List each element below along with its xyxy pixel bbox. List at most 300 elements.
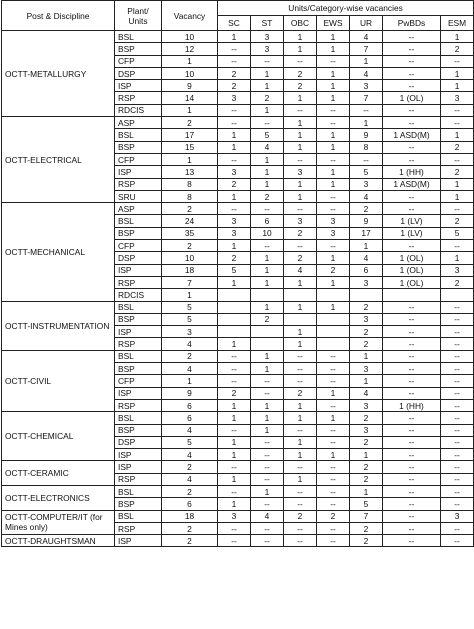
category-cell: 2 [350,473,383,485]
category-cell: 1 [317,449,350,461]
category-cell: 1 [441,178,474,190]
plant-unit-cell: BSP [115,313,162,325]
category-cell: -- [218,117,251,129]
post-discipline-cell: OCTT-CERAMIC [2,461,115,486]
category-cell: 3 [350,424,383,436]
category-cell: 2 [350,412,383,424]
header-esm: ESM [441,16,474,31]
vacancy-cell: 4 [162,363,218,375]
category-cell: -- [383,43,441,55]
plant-unit-cell: DSP [115,67,162,79]
category-cell: 1 [350,350,383,362]
plant-unit-cell: BSP [115,141,162,153]
category-cell: 1 (LV) [383,227,441,239]
category-cell: -- [251,522,284,534]
category-cell: 1 [284,301,317,313]
category-cell: -- [251,498,284,510]
category-cell: 7 [350,510,383,522]
category-cell: 5 [350,498,383,510]
plant-unit-cell: ISP [115,264,162,276]
table-row [2,412,474,424]
vacancy-cell: 4 [162,473,218,485]
plant-unit-cell: BSP [115,227,162,239]
category-cell: 3 [218,215,251,227]
category-cell: 1 [317,412,350,424]
category-cell: 1 (OL) [383,92,441,104]
category-cell: -- [251,240,284,252]
category-cell: 1 [284,473,317,485]
category-cell: -- [218,350,251,362]
table-row [2,117,474,129]
category-cell: 2 [350,301,383,313]
category-cell: 1 [218,141,251,153]
vacancy-cell: 9 [162,387,218,399]
category-cell: -- [218,363,251,375]
category-cell: 1 [441,31,474,43]
category-cell: -- [317,375,350,387]
category-cell: 1 [218,412,251,424]
category-cell: 1 [251,276,284,288]
category-cell: 1 [251,424,284,436]
category-cell: -- [317,153,350,165]
category-cell: 1 [317,141,350,153]
category-cell: 2 [284,67,317,79]
category-cell: 1 (OL) [383,276,441,288]
category-cell: 1 [218,190,251,202]
category-cell: 1 [284,129,317,141]
category-cell: 3 [218,92,251,104]
category-cell: 1 [251,412,284,424]
category-cell: 4 [350,252,383,264]
vacancy-cell: 4 [162,449,218,461]
category-cell: 1 [218,399,251,411]
plant-unit-cell: CFP [115,240,162,252]
category-cell: 8 [350,141,383,153]
category-cell: -- [284,240,317,252]
category-cell: -- [441,436,474,448]
category-cell: -- [284,522,317,534]
vacancy-cell: 2 [162,461,218,473]
category-cell: 2 [441,43,474,55]
category-cell: 1 (HH) [383,166,441,178]
table-row [2,485,474,497]
category-cell: -- [218,43,251,55]
vacancy-cell: 14 [162,92,218,104]
category-cell: -- [383,485,441,497]
category-cell: 3 [251,31,284,43]
plant-unit-cell: BSP [115,424,162,436]
vacancy-cell: 17 [162,129,218,141]
category-cell: 1 [441,80,474,92]
plant-unit-cell: BSP [115,363,162,375]
vacancy-cell: 6 [162,399,218,411]
category-cell: -- [441,363,474,375]
category-cell: -- [317,55,350,67]
plant-unit-cell: RSP [115,399,162,411]
category-cell: 1 [218,276,251,288]
category-cell: -- [383,461,441,473]
plant-unit-cell: BSL [115,301,162,313]
category-cell: -- [317,399,350,411]
vacancy-cell: 12 [162,43,218,55]
category-cell: -- [441,424,474,436]
vacancy-cell: 1 [162,375,218,387]
category-cell: 1 [284,141,317,153]
category-cell: -- [251,473,284,485]
header-ur: UR [350,16,383,31]
category-cell: 1 [284,92,317,104]
category-cell: -- [441,338,474,350]
category-cell [218,289,251,301]
category-cell: -- [383,350,441,362]
category-cell: 3 [218,510,251,522]
table-row [2,203,474,215]
category-cell: -- [251,117,284,129]
category-cell: 3 [218,227,251,239]
category-cell: 1 [350,485,383,497]
category-cell: 1 (LV) [383,215,441,227]
vacancy-cell: 2 [162,350,218,362]
table-row [2,31,474,43]
plant-unit-cell: BSL [115,510,162,522]
plant-unit-cell: BSL [115,412,162,424]
table-row [2,301,474,313]
vacancy-cell: 7 [162,276,218,288]
category-cell: -- [284,535,317,547]
category-cell: 3 [350,276,383,288]
category-cell: 2 [218,252,251,264]
header-plant: Plant/ Units [115,1,162,31]
plant-unit-cell: ISP [115,80,162,92]
category-cell: -- [317,363,350,375]
category-cell [317,326,350,338]
category-cell: 3 [350,313,383,325]
category-cell: 1 [251,252,284,264]
category-cell: -- [383,117,441,129]
category-cell: 3 [251,43,284,55]
category-cell: -- [317,461,350,473]
vacancy-cell: 6 [162,412,218,424]
category-cell: 5 [251,129,284,141]
vacancy-cell: 10 [162,31,218,43]
vacancy-cell: 1 [162,55,218,67]
category-cell: -- [251,55,284,67]
category-cell: -- [383,104,441,116]
category-cell: -- [441,153,474,165]
post-discipline-cell: OCTT-DRAUGHTSMAN [2,535,115,547]
category-cell: 1 (OL) [383,264,441,276]
category-cell: -- [218,55,251,67]
category-cell: 3 [218,166,251,178]
category-cell: 4 [350,31,383,43]
category-cell [218,326,251,338]
category-cell: -- [284,153,317,165]
category-cell: -- [317,473,350,485]
vacancy-cell: 6 [162,498,218,510]
category-cell: -- [317,485,350,497]
category-cell: 2 [350,338,383,350]
category-cell: 2 [251,190,284,202]
category-cell: 1 [284,412,317,424]
category-cell: 1 [317,80,350,92]
category-cell: -- [441,104,474,116]
category-cell: -- [218,535,251,547]
category-cell: 1 [441,252,474,264]
vacancy-cell: 2 [162,240,218,252]
category-cell: -- [441,203,474,215]
vacancy-cell: 15 [162,141,218,153]
category-cell: 2 [284,252,317,264]
category-cell: 17 [350,227,383,239]
category-cell [317,313,350,325]
category-cell: -- [441,485,474,497]
plant-unit-cell: SRU [115,190,162,202]
plant-unit-cell: RSP [115,338,162,350]
post-discipline-cell: OCTT-CHEMICAL [2,412,115,461]
header-vacancy: Vacancy [162,1,218,31]
vacancy-cell: 1 [162,153,218,165]
plant-unit-cell: RDCIS [115,104,162,116]
category-cell [317,289,350,301]
category-cell: -- [251,449,284,461]
category-cell: 1 [218,338,251,350]
category-cell: -- [441,240,474,252]
category-cell: 10 [251,227,284,239]
vacancy-cell: 8 [162,190,218,202]
plant-unit-cell: ISP [115,166,162,178]
category-cell: 7 [350,92,383,104]
category-cell: -- [383,313,441,325]
category-cell: 1 [218,449,251,461]
category-cell: -- [441,375,474,387]
category-cell: -- [218,522,251,534]
category-cell: -- [383,424,441,436]
category-cell: 7 [350,43,383,55]
category-cell: -- [383,240,441,252]
header-pwbds: PwBDs [383,16,441,31]
category-cell: 2 [218,80,251,92]
category-cell: 5 [350,166,383,178]
plant-unit-cell: DSP [115,252,162,264]
category-cell: 1 [218,129,251,141]
post-discipline-cell: OCTT-COMPUTER/IT (for Mines only) [2,510,115,535]
category-cell: -- [441,313,474,325]
category-cell: 5 [441,227,474,239]
category-cell: -- [218,424,251,436]
category-cell: 2 [218,178,251,190]
category-cell: 2 [284,387,317,399]
category-cell: 1 [251,363,284,375]
category-cell: -- [383,535,441,547]
table-row [2,510,474,522]
category-cell: -- [284,203,317,215]
category-cell [317,338,350,350]
category-cell: 6 [350,264,383,276]
category-cell: 2 [350,436,383,448]
plant-unit-cell: DSP [115,436,162,448]
category-cell: 2 [350,326,383,338]
vacancy-cell: 2 [162,535,218,547]
vacancy-cell: 24 [162,215,218,227]
category-cell: 1 [251,80,284,92]
table-row [2,350,474,362]
category-cell: -- [218,153,251,165]
category-cell: 2 [441,276,474,288]
category-cell: -- [218,203,251,215]
vacancy-cell: 35 [162,227,218,239]
category-cell: -- [218,104,251,116]
category-cell: 1 [317,387,350,399]
category-cell: -- [383,338,441,350]
category-cell: -- [218,461,251,473]
category-cell: 1 ASD(M) [383,129,441,141]
plant-unit-cell: BSP [115,43,162,55]
category-cell: -- [284,424,317,436]
plant-unit-cell: ISP [115,387,162,399]
category-cell: -- [441,412,474,424]
category-cell: -- [383,498,441,510]
header-obc: OBC [284,16,317,31]
category-cell: -- [441,399,474,411]
plant-unit-cell: ASP [115,117,162,129]
category-cell: -- [284,375,317,387]
category-cell: 1 [218,498,251,510]
category-cell: -- [218,375,251,387]
post-discipline-cell: OCTT-METALLURGY [2,31,115,117]
category-cell: -- [383,326,441,338]
category-cell: 9 [350,129,383,141]
plant-unit-cell: CFP [115,375,162,387]
plant-unit-cell: RSP [115,473,162,485]
category-cell: 1 [251,485,284,497]
category-cell: 1 [218,436,251,448]
category-cell: -- [317,522,350,534]
category-cell: 1 [441,190,474,202]
category-cell: 1 [441,129,474,141]
plant-unit-cell: BSL [115,485,162,497]
category-cell [350,289,383,301]
category-cell [251,289,284,301]
category-cell: 3 [350,178,383,190]
category-cell: 1 [317,31,350,43]
category-cell: 2 [218,387,251,399]
category-cell: -- [383,363,441,375]
category-cell [441,289,474,301]
category-cell: -- [441,55,474,67]
vacancy-cell: 13 [162,166,218,178]
category-cell: 2 [441,166,474,178]
category-cell: 1 [218,240,251,252]
category-cell: -- [383,375,441,387]
category-cell: 1 [284,326,317,338]
category-cell: -- [284,350,317,362]
plant-unit-cell: ASP [115,203,162,215]
header-category-group: Units/Category-wise vacancies [218,1,474,16]
category-cell: -- [350,104,383,116]
table-header [2,1,474,31]
category-cell: -- [441,449,474,461]
category-cell [284,313,317,325]
category-cell: 2 [251,313,284,325]
category-cell: -- [383,522,441,534]
category-cell: 3 [284,215,317,227]
vacancy-cell: 8 [162,178,218,190]
category-cell: -- [317,424,350,436]
category-cell: -- [284,363,317,375]
category-cell: 4 [251,141,284,153]
category-cell: -- [441,535,474,547]
vacancy-cell: 5 [162,436,218,448]
category-cell: -- [284,461,317,473]
category-cell: -- [383,203,441,215]
category-cell: 2 [284,510,317,522]
category-cell: -- [317,350,350,362]
category-cell: 3 [441,510,474,522]
category-cell: 1 [441,67,474,79]
category-cell: 2 [218,67,251,79]
category-cell: 1 [284,276,317,288]
category-cell: -- [383,31,441,43]
header-st: ST [251,16,284,31]
category-cell: 4 [350,190,383,202]
category-cell: -- [383,80,441,92]
category-cell: 2 [317,510,350,522]
category-cell: 4 [251,510,284,522]
category-cell: 1 [251,166,284,178]
plant-unit-cell: RDCIS [115,289,162,301]
vacancy-cell: 2 [162,522,218,534]
category-cell: -- [284,498,317,510]
vacancy-cell: 4 [162,338,218,350]
category-cell: 3 [350,363,383,375]
category-cell: 3 [441,264,474,276]
category-cell: 1 [317,276,350,288]
category-cell: -- [383,67,441,79]
category-cell [218,301,251,313]
vacancy-cell: 5 [162,313,218,325]
category-cell: 2 [350,461,383,473]
post-discipline-cell: OCTT-INSTRUMENTATION [2,301,115,350]
category-cell: 1 [317,166,350,178]
category-cell: 1 [284,117,317,129]
plant-unit-cell: BSL [115,129,162,141]
post-discipline-cell: OCTT-CIVIL [2,350,115,411]
category-cell: 3 [284,166,317,178]
category-cell: -- [251,375,284,387]
category-cell: -- [317,203,350,215]
category-cell [251,338,284,350]
category-cell: 2 [441,141,474,153]
category-cell: -- [317,190,350,202]
category-cell: -- [251,461,284,473]
category-cell: 1 [284,436,317,448]
category-cell: -- [284,55,317,67]
category-cell: 1 [284,43,317,55]
category-cell: -- [383,55,441,67]
category-cell: -- [251,436,284,448]
category-cell: -- [251,387,284,399]
plant-unit-cell: RSP [115,276,162,288]
category-cell: 1 [251,67,284,79]
category-cell: -- [441,350,474,362]
category-cell: 1 [284,338,317,350]
category-cell: 1 [350,375,383,387]
category-cell: -- [317,104,350,116]
category-cell: 1 [284,190,317,202]
category-cell: 1 [317,301,350,313]
category-cell: 1 [317,43,350,55]
plant-unit-cell: BSP [115,498,162,510]
